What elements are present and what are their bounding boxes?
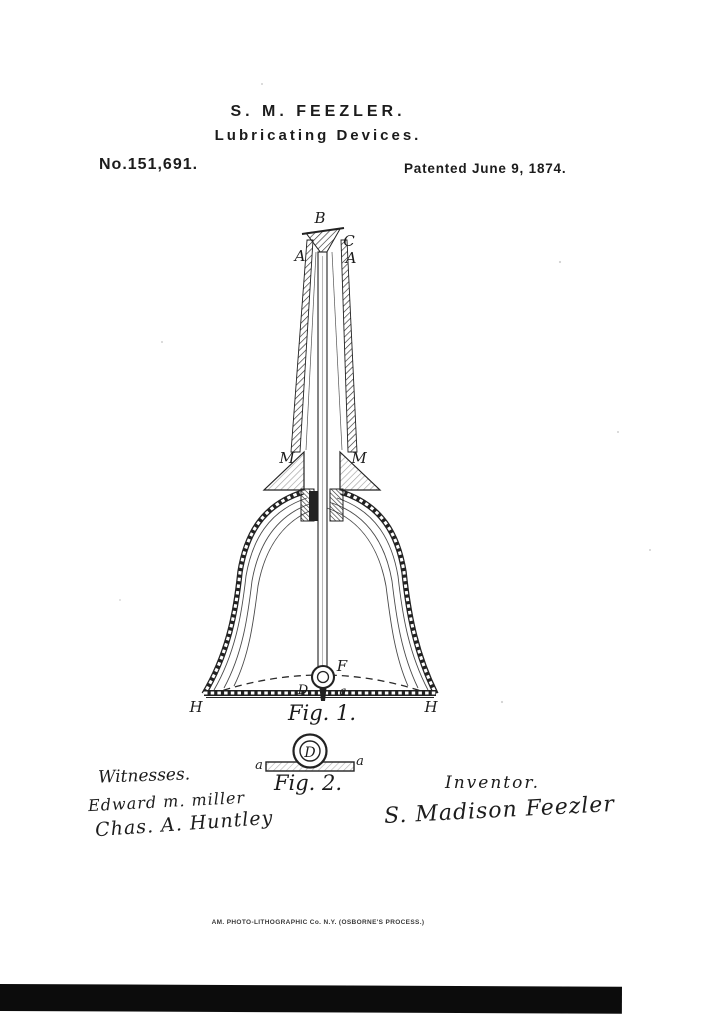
- patent-number: No.151,691.: [99, 156, 199, 173]
- label-m-left: M: [279, 449, 295, 467]
- label-d: D: [297, 683, 309, 698]
- witness-signature-2: Chas. A. Huntley: [94, 806, 275, 842]
- patent-date: Patented June 9, 1874.: [404, 161, 567, 176]
- label-f: F: [336, 657, 348, 675]
- fig1-caption: Fig. 1.: [287, 701, 357, 725]
- patent-title: Lubricating Devices.: [214, 127, 422, 144]
- fig2-label-a-right: a: [356, 754, 364, 769]
- fig1-central-rod: [318, 252, 327, 670]
- label-a-upper-left: A: [294, 247, 306, 265]
- label-c: C: [343, 232, 355, 250]
- label-b: B: [314, 209, 326, 227]
- witness-signature-1: Edward m. miller: [87, 787, 246, 816]
- witnesses-heading: Witnesses.: [97, 764, 191, 788]
- lithographer-credit: AM. PHOTO-LITHOGRAPHIC Co. N.Y. (OSBORNE'S PROCESS.): [211, 919, 425, 926]
- inventor-signature: S. Madison Feezler: [383, 791, 616, 830]
- label-h-right: H: [424, 698, 438, 716]
- fig2-caption: Fig. 2.: [273, 771, 343, 795]
- applicant-name: S. M. FEEZLER.: [230, 103, 406, 120]
- fig2-label-a-left: a: [255, 758, 263, 773]
- fig2-label-d: D: [304, 745, 316, 761]
- label-m-right: M: [351, 449, 367, 467]
- label-a-upper-right: A: [345, 249, 357, 267]
- scan-artifact-band: [0, 984, 622, 1014]
- fig2-drawing: [255, 735, 364, 796]
- label-h-left: H: [189, 698, 203, 716]
- label-a-lower: a: [339, 684, 347, 698]
- inventor-heading: Inventor.: [445, 773, 541, 793]
